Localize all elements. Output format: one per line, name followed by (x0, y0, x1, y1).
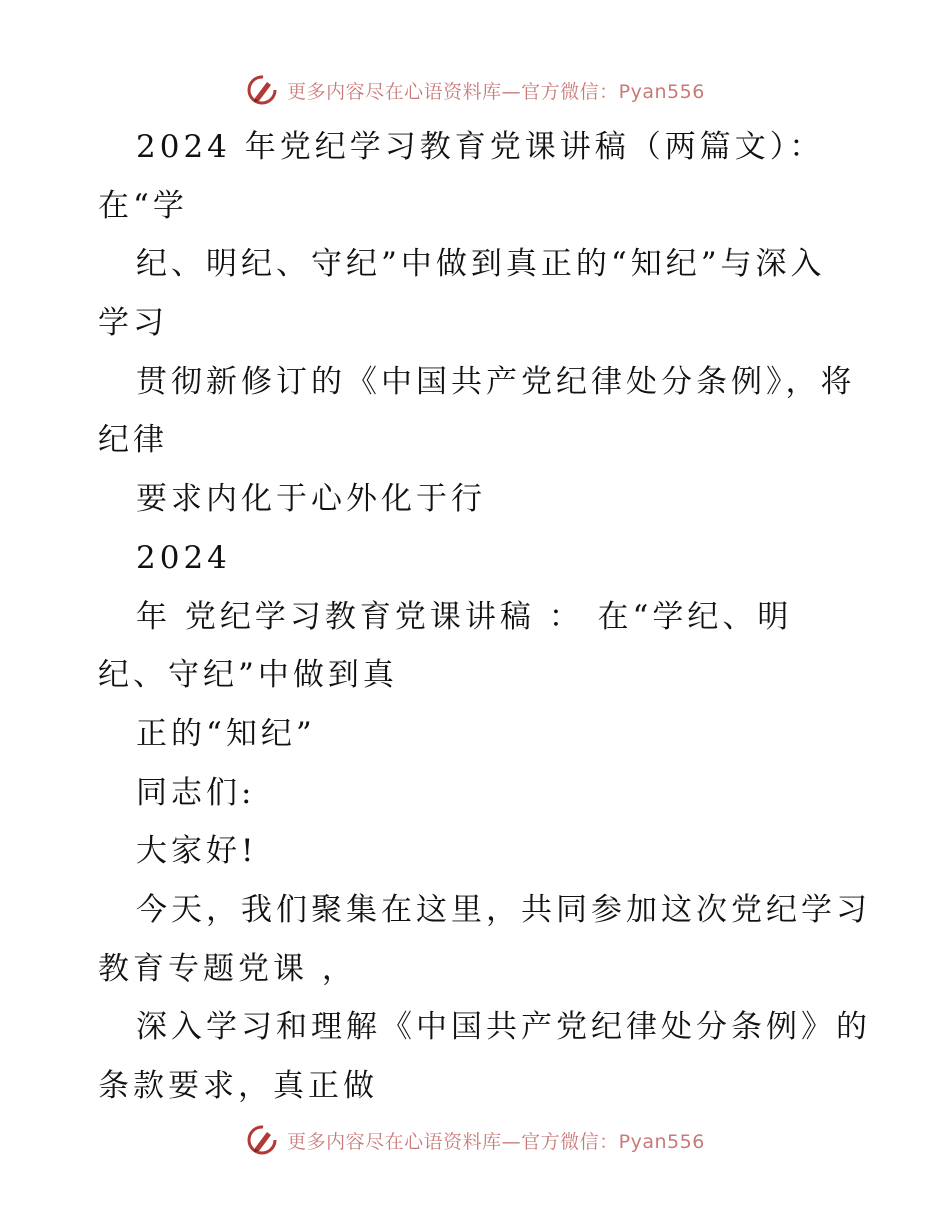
doc-line: 要求内化于心外化于行 (136, 481, 486, 518)
watermark-text: 更多内容尽在心语资料库—官方微信：Pyan556 (287, 80, 705, 103)
doc-line: 学习 (98, 305, 168, 342)
doc-line: 今天，我们聚集在这里，共同参加这次党纪学习 (136, 891, 871, 928)
pen-logo-icon (245, 73, 279, 107)
doc-line: 纪、守纪”中做到真 (98, 657, 398, 694)
doc-line: 贯彻新修订的《中国共产党纪律处分条例》，将 (136, 363, 856, 400)
document-body (98, 118, 871, 1116)
doc-line: 年 党纪学习教育党课讲稿 ： 在“学纪、明 (136, 598, 793, 635)
doc-line: 在“学 (98, 187, 188, 224)
header-watermark (0, 68, 950, 112)
doc-line: 教育专题党课 ， (98, 950, 357, 987)
pen-logo-icon (245, 1123, 279, 1157)
doc-line: 纪、明纪、守纪”中做到真正的“知纪”与深入 (136, 246, 826, 283)
doc-line: 正的“知纪” (136, 715, 316, 752)
doc-line: 2024 (136, 539, 231, 576)
doc-line: 深入学习和理解《中国共产党纪律处分条例》的 (136, 1009, 871, 1046)
doc-line-salutation: 同志们: (136, 774, 256, 811)
footer-watermark (0, 1118, 950, 1162)
doc-line: 纪律 (98, 422, 168, 459)
doc-line-title: 2024 年党纪学习教育党课讲稿（两篇文）： (136, 129, 825, 165)
doc-line-greeting: 大家好! (136, 833, 258, 870)
watermark-text: 更多内容尽在心语资料库—官方微信：Pyan556 (287, 1130, 705, 1153)
doc-line: 条款要求，真正做 (98, 1068, 378, 1104)
